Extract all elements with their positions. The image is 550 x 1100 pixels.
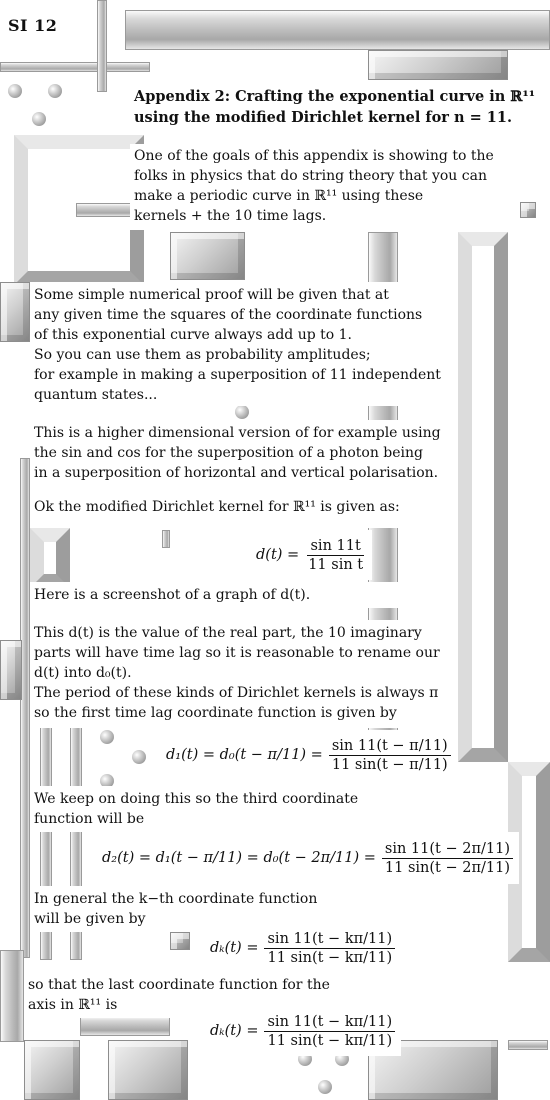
formula-lhs: d(t) =	[256, 547, 300, 563]
text-line: parts will have time lag so it is reasonable to rename our	[34, 645, 440, 661]
fraction-numerator: sin 11(t − kπ/11)	[264, 931, 395, 949]
formula-dk	[190, 922, 401, 974]
metal-block	[368, 50, 508, 80]
formula-lhs: d₁(t) = d₀(t − π/11) =	[166, 747, 323, 763]
metal-bar	[0, 950, 24, 1042]
real-part-paragraph	[30, 620, 458, 728]
title-line: using the modified Dirichlet kernel for n = 11.	[134, 109, 512, 126]
metal-ball	[48, 84, 62, 98]
formula-dk-last	[190, 1006, 401, 1056]
text-line: We keep on doing this so the third coordinate	[34, 791, 359, 807]
metal-bar	[76, 203, 136, 217]
metal-block	[0, 640, 22, 700]
text-line: will be given by	[34, 911, 146, 927]
polarisation-paragraph	[30, 420, 458, 528]
fraction-numerator: sin 11(t − kπ/11)	[264, 1014, 395, 1032]
intro-paragraph	[130, 144, 506, 230]
text-line: This d(t) is the value of the real part, the 10 imaginary	[34, 625, 422, 641]
fraction	[382, 841, 513, 876]
appendix-title	[130, 84, 550, 132]
fraction-denominator: 11 sin t	[308, 556, 364, 573]
text-line: quantum states...	[34, 387, 158, 403]
page-label: SI 12	[8, 16, 58, 35]
fraction	[264, 931, 395, 966]
screenshot-line	[30, 582, 458, 608]
third-paragraph	[30, 786, 370, 832]
text-line: Some simple numerical proof will be given that at	[34, 287, 389, 303]
proof-paragraph	[30, 282, 458, 406]
text-line	[34, 483, 454, 497]
metal-ball	[132, 750, 146, 764]
text-line: folks in physics that do string theory that you can	[134, 168, 487, 184]
fraction-numerator: sin 11t	[307, 538, 363, 556]
text-line: In general the k−th coordinate function	[34, 891, 318, 907]
metal-ball	[8, 84, 22, 98]
fraction-numerator: sin 11(t − 2π/11)	[382, 841, 513, 859]
metal-block	[520, 202, 536, 218]
fraction	[264, 1014, 395, 1049]
text-line: d(t) into d₀(t).	[34, 665, 132, 681]
text-line: Ok the modified Dirichlet kernel for ℝ¹¹ is given as:	[34, 499, 400, 515]
metal-bar	[508, 1040, 548, 1050]
text-line: kernels + the 10 time lags.	[134, 208, 327, 224]
metal-bar	[0, 62, 150, 72]
metal-ball	[235, 405, 249, 419]
text-line: This is a higher dimensional version of for example using	[34, 425, 441, 441]
fraction-denominator: 11 sin(t − kπ/11)	[267, 1032, 393, 1049]
metal-bar	[162, 530, 170, 548]
text-line: in a superposition of horizontal and vertical polarisation.	[34, 465, 439, 481]
text-line: of this exponential curve always add up to 1.	[34, 327, 352, 343]
title-line: Appendix 2: Crafting the exponential curve in ℝ¹¹	[134, 88, 536, 105]
metal-block	[170, 232, 245, 280]
fraction-denominator: 11 sin(t − 2π/11)	[384, 859, 510, 876]
fraction-denominator: 11 sin(t − π/11)	[331, 756, 448, 773]
text-line: One of the goals of this appendix is showing to the	[134, 148, 494, 164]
text-line: so the first time lag coordinate function is given by	[34, 705, 397, 721]
fraction-numerator: sin 11(t − π/11)	[329, 738, 451, 756]
fraction-denominator: 11 sin(t − kπ/11)	[267, 949, 393, 966]
metal-ball	[100, 730, 114, 744]
text-line: The period of these kinds of Dirichlet kernels is always π	[34, 685, 439, 701]
formula-lhs: dₖ(t) =	[210, 1023, 259, 1039]
metal-bar	[125, 10, 550, 50]
formula-d2	[96, 832, 519, 884]
formula-lhs: d₂(t) = d₁(t − π/11) = d₀(t − 2π/11) =	[102, 850, 376, 866]
metal-block	[24, 1040, 80, 1100]
text-line: So you can use them as probability amplitudes;	[34, 347, 371, 363]
fraction	[305, 538, 366, 573]
metal-ball	[32, 112, 46, 126]
fraction	[329, 738, 451, 773]
formula-d1	[160, 730, 457, 780]
metal-block	[108, 1040, 188, 1100]
metal-ball	[318, 1080, 332, 1094]
metal-bar	[20, 458, 30, 958]
metal-frame	[30, 528, 70, 588]
text-line: function will be	[34, 811, 145, 827]
metal-block	[170, 932, 190, 950]
text-line: any given time the squares of the coordinate functions	[34, 307, 423, 323]
text-line: make a periodic curve in ℝ¹¹ using these	[134, 188, 424, 204]
text-line: the sin and cos for the superposition of a photon being	[34, 445, 423, 461]
formula-lhs: dₖ(t) =	[210, 940, 259, 956]
formula-d	[250, 530, 372, 580]
metal-frame	[458, 232, 508, 762]
text-line: so that the last coordinate function for the	[28, 977, 330, 993]
metal-block	[0, 282, 30, 342]
text-line: for example in making a superposition of 11 independent	[34, 367, 441, 383]
metal-bar	[97, 0, 107, 92]
text-line: axis in ℝ¹¹ is	[28, 997, 118, 1013]
text-line: Here is a screenshot of a graph of d(t).	[34, 587, 311, 603]
metal-bar	[80, 1016, 170, 1036]
